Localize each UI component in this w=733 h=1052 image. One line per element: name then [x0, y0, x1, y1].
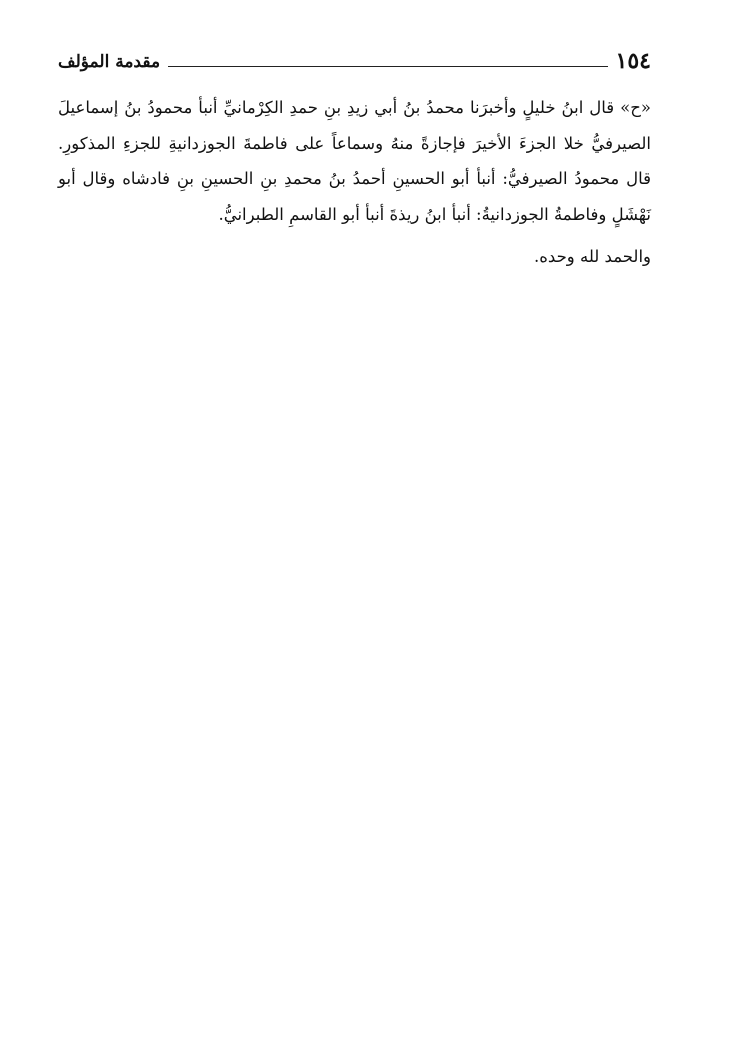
- header-rule: [168, 66, 607, 67]
- body-text: [58, 90, 651, 232]
- main-paragraph: «ح» قال ابنُ خليلٍ وأخبرَنا محمدُ بنُ أبي زيدِ بنِ حمدِ الكِرْمانيِّ أنبأ محمودُ بنُ إسماعيلَ الصيرفيُّ خلا الجزءَ الأخيرَ فإجازةً منهُ وسماعاً على فاطمةَ الجوزدانيةِ للجزءِ المذكورِ. قال محمودُ الصيرفيُّ: أنبأ أبو الحسينِ أحمدُ بنُ محمدِ بنِ الحسينِ بنِ فادشاه وقال أبو نَهْشَلٍ وفاطمةُ الجوزدانيةُ: أنبأ ابنُ ريذةَ أنبأ أبو القاسمِ الطبرانيُّ.: [58, 98, 651, 224]
- running-title: مقدمة المؤلف: [58, 52, 161, 72]
- closing-line: والحمد لله وحده.: [534, 247, 651, 266]
- page-number: ١٥٤: [615, 48, 651, 74]
- page-header: [58, 40, 651, 74]
